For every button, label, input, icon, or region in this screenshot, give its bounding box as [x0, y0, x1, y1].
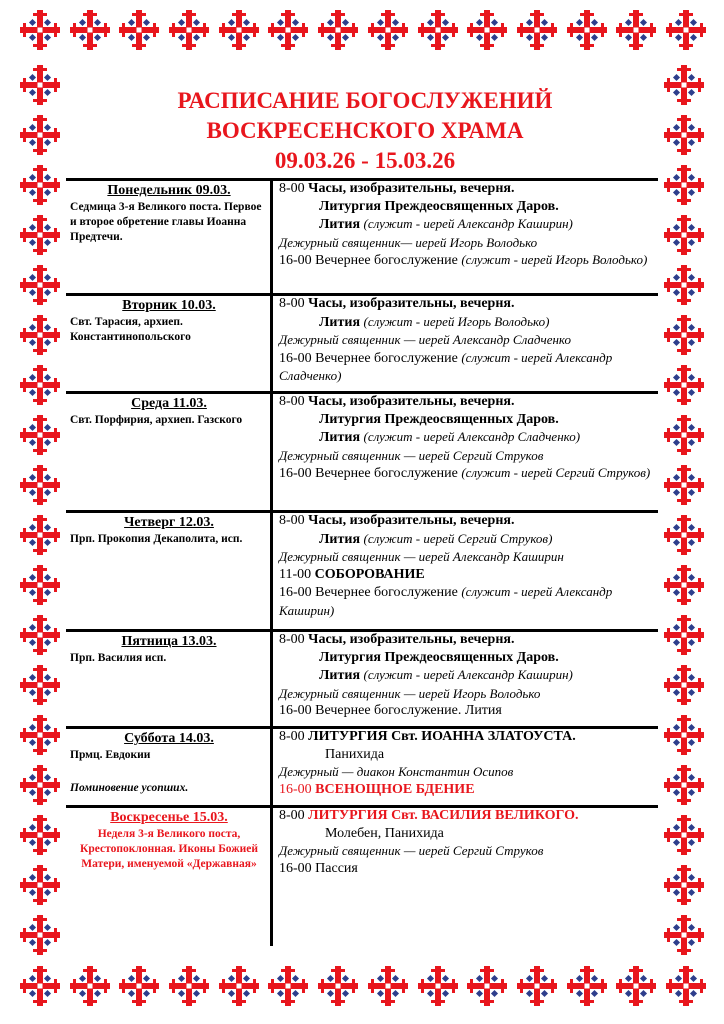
service-title: СОБОРОВАНИЕ [314, 566, 425, 582]
ornament-border-left [18, 60, 64, 960]
cross-ornament-icon [18, 463, 64, 507]
cross-ornament-icon [117, 8, 161, 54]
cross-ornament-icon [662, 213, 708, 257]
day-description: Прп. Василия исп. [70, 652, 167, 664]
evening-service: 16-00 Пассия [279, 860, 358, 876]
service-time: 8-00 [279, 632, 309, 647]
service-title: 16-00 Вечернее богослужение [279, 253, 462, 268]
service-title: Часы, изобразительны, вечерня. [308, 181, 515, 196]
service-celebrant: (служит - иерей Сергий Струков) [461, 465, 651, 480]
duty-priest: Дежурный священник — иерей Александр Каширин [279, 549, 564, 564]
day-name: Вторник 10.03. [122, 298, 216, 313]
day-name: Воскресенье 15.03. [110, 810, 228, 825]
service-celebrant: (служит - иерей Александр Каширин) [279, 584, 613, 618]
service-line [279, 295, 659, 313]
duty-priest: Дежурный священник — иерей Александр Сладченко [279, 332, 572, 347]
cross-ornament-icon [515, 8, 559, 54]
service-line: Литургия Преждеосвященных Даров. [319, 198, 559, 214]
services [279, 807, 659, 877]
service-celebrant: (служит - иерей Александр Сладченко) [279, 349, 613, 383]
cross-ornament-icon [18, 8, 62, 54]
cross-ornament-icon [266, 964, 310, 1010]
cross-ornament-icon [18, 663, 64, 707]
cross-ornament-icon [18, 813, 64, 857]
cross-ornament-icon [18, 964, 62, 1010]
cross-ornament-icon [664, 8, 708, 54]
service-time: 8-00 [279, 394, 309, 409]
service-line: Молебен, Панихида [325, 825, 444, 841]
service-line [279, 180, 659, 198]
service-time: 8-00 [279, 729, 309, 744]
cross-ornament-icon [662, 263, 708, 307]
cross-ornament-icon [316, 964, 360, 1010]
day-name: Понедельник 09.03. [107, 183, 231, 198]
cross-ornament-icon [117, 964, 161, 1010]
cross-ornament-icon [662, 613, 708, 657]
service-line [279, 512, 659, 530]
day-info [70, 181, 268, 245]
cross-ornament-icon [662, 763, 708, 807]
cross-ornament-icon [662, 163, 708, 207]
ornament-border-right [662, 60, 708, 960]
day-description: Свт. Порфирия, архиеп. Газского [70, 414, 243, 426]
cross-ornament-icon [18, 213, 64, 257]
service-celebrant: (служит - иерей Александр Каширин) [363, 667, 573, 682]
cross-ornament-icon [266, 8, 310, 54]
evening-service [279, 253, 647, 268]
service-title: Часы, изобразительны, вечерня. [308, 513, 515, 528]
cross-ornament-icon [565, 964, 609, 1010]
service-title: Часы, изобразительны, вечерня. [308, 394, 515, 409]
cross-ornament-icon [662, 463, 708, 507]
service-line [279, 428, 659, 447]
service-time: 16-00 [279, 781, 316, 797]
duty-priest: Дежурный — диакон Константин Осипов [279, 764, 514, 779]
service-title: 16-00 Вечернее богослужение [279, 466, 462, 481]
cross-ornament-icon [465, 8, 509, 54]
duty-priest: Дежурный священник — иерей Сергий Струков [279, 843, 544, 858]
cross-ornament-icon [662, 113, 708, 157]
service-celebrant: (служит - иерей Игорь Володько) [363, 313, 550, 329]
service-time: 11-00 [279, 566, 315, 582]
cross-ornament-icon [18, 763, 64, 807]
cross-ornament-icon [366, 8, 410, 54]
cross-ornament-icon [565, 8, 609, 54]
cross-ornament-icon [217, 964, 261, 1010]
day-description: Седмица 3-я Великого поста. Первое и второе обретение главы Иоанна Предтечи. [70, 201, 262, 243]
day-info [70, 632, 268, 666]
service-line: Панихида [325, 746, 385, 762]
service-line [279, 313, 659, 332]
cross-ornament-icon [18, 313, 64, 357]
cross-ornament-icon [18, 913, 64, 957]
duty-priest: Дежурный священник— иерей Игорь Володько [279, 234, 538, 250]
day-name: Четверг 12.03. [124, 515, 214, 530]
cross-ornament-icon [167, 8, 211, 54]
day-name: Суббота 14.03. [124, 731, 214, 746]
evening-service: 16-00 Вечернее богослужение. Лития [279, 703, 502, 718]
service-line [279, 215, 659, 234]
day-info [70, 808, 268, 872]
cross-ornament-icon [18, 563, 64, 607]
day-description: Прп. Прокопия Декаполита, исп. [70, 533, 243, 545]
service-title: ЛИТУРГИЯ Свт. ВАСИЛИЯ ВЕЛИКОГО. [308, 808, 579, 823]
service-title: Лития [319, 668, 364, 683]
cross-ornament-icon [167, 964, 211, 1010]
day-description: Свт. Тарасия, архиеп. Константинопольского [70, 316, 191, 343]
cross-ornament-icon [366, 964, 410, 1010]
day-description: Неделя 3-я Великого поста, Крестопоклонная. Иконы Божией Матери, именуемой «Державная» [80, 828, 258, 870]
cross-ornament-icon [416, 964, 460, 1010]
service-title: Лития [319, 430, 364, 445]
day-name: Среда 11.03. [131, 396, 207, 411]
services [279, 180, 659, 270]
cross-ornament-icon [18, 163, 64, 207]
service-title: 16-00 Вечернее богослужение [279, 585, 462, 600]
day-info [70, 729, 268, 796]
services [279, 728, 659, 798]
cross-ornament-icon [18, 263, 64, 307]
cross-ornament-icon [662, 513, 708, 557]
service-celebrant: (служит - иерей Игорь Володько) [461, 252, 648, 267]
cross-ornament-icon [662, 713, 708, 757]
date-range: 09.03.26 - 15.03.26 [274, 148, 456, 173]
service-line [279, 728, 659, 746]
service-line [279, 807, 659, 825]
service-time: 8-00 [279, 808, 309, 823]
cross-ornament-icon [217, 8, 261, 54]
cross-ornament-icon [465, 964, 509, 1010]
evening-service [279, 585, 612, 619]
cross-ornament-icon [18, 513, 64, 557]
cross-ornament-icon [18, 413, 64, 457]
cross-ornament-icon [18, 113, 64, 157]
cross-ornament-icon [18, 613, 64, 657]
services [279, 393, 659, 483]
services [279, 512, 659, 620]
services [279, 295, 659, 386]
service-title: ЛИТУРГИЯ Свт. ИОАННА ЗЛАТОУСТА. [308, 729, 576, 744]
service-title: Лития [319, 314, 364, 330]
page-title: РАСПИСАНИЕ БОГОСЛУЖЕНИЙ [177, 88, 553, 113]
cross-ornament-icon [18, 863, 64, 907]
service-celebrant: (служит - иерей Александр Каширин) [363, 216, 573, 231]
evening-service [279, 351, 612, 385]
services [279, 631, 659, 720]
service-title: Часы, изобразительны, вечерня. [308, 296, 515, 311]
service-line [279, 666, 659, 685]
cross-ornament-icon [662, 63, 708, 107]
service-line [279, 393, 659, 411]
day-info [70, 513, 268, 547]
evening-service [279, 781, 659, 799]
service-title: 16-00 Вечернее богослужение [279, 350, 462, 366]
service-title: ВСЕНОЩНОЕ БДЕНИЕ [315, 781, 475, 797]
cross-ornament-icon [68, 8, 112, 54]
cross-ornament-icon [18, 63, 64, 107]
day-name: Пятница 13.03. [121, 634, 217, 649]
duty-priest: Дежурный священник — иерей Игорь Володько [279, 685, 541, 701]
service-celebrant: (служит - иерей Александр Сладченко) [363, 429, 581, 444]
cross-ornament-icon [662, 363, 708, 407]
service-time: 8-00 [279, 513, 309, 528]
evening-service [279, 466, 650, 481]
day-note: Поминовение усопших. [70, 782, 189, 794]
cross-ornament-icon [662, 913, 708, 957]
cross-ornament-icon [662, 813, 708, 857]
service-line [279, 566, 659, 584]
day-description: Прмц. Евдокии [70, 749, 151, 761]
cross-ornament-icon [614, 964, 658, 1010]
service-time: 8-00 [279, 181, 309, 196]
service-title: Лития [319, 217, 364, 232]
cross-ornament-icon [614, 8, 658, 54]
service-line [279, 530, 659, 549]
service-line: Литургия Преждеосвященных Даров. [319, 411, 559, 427]
service-time: 8-00 [279, 296, 309, 311]
cross-ornament-icon [662, 663, 708, 707]
cross-ornament-icon [662, 863, 708, 907]
cross-ornament-icon [515, 964, 559, 1010]
page-subtitle: ВОСКРЕСЕНСКОГО ХРАМА [206, 118, 524, 143]
service-title: Лития [319, 531, 364, 547]
service-line [279, 631, 659, 649]
ornament-border-top [18, 8, 708, 54]
schedule-table [66, 178, 658, 946]
cross-ornament-icon [662, 563, 708, 607]
cross-ornament-icon [662, 413, 708, 457]
cross-ornament-icon [68, 964, 112, 1010]
cross-ornament-icon [664, 964, 708, 1010]
duty-priest: Дежурный священник — иерей Сергий Струков [279, 447, 544, 463]
day-info [70, 296, 268, 345]
column-divider [270, 178, 273, 946]
ornament-border-bottom [18, 964, 708, 1010]
cross-ornament-icon [18, 363, 64, 407]
cross-ornament-icon [18, 713, 64, 757]
service-celebrant: (служит - иерей Сергий Струков) [363, 530, 553, 546]
cross-ornament-icon [316, 8, 360, 54]
day-info [70, 394, 268, 428]
service-line: Литургия Преждеосвященных Даров. [319, 649, 559, 665]
service-title: Часы, изобразительны, вечерня. [308, 632, 515, 647]
cross-ornament-icon [416, 8, 460, 54]
cross-ornament-icon [662, 313, 708, 357]
